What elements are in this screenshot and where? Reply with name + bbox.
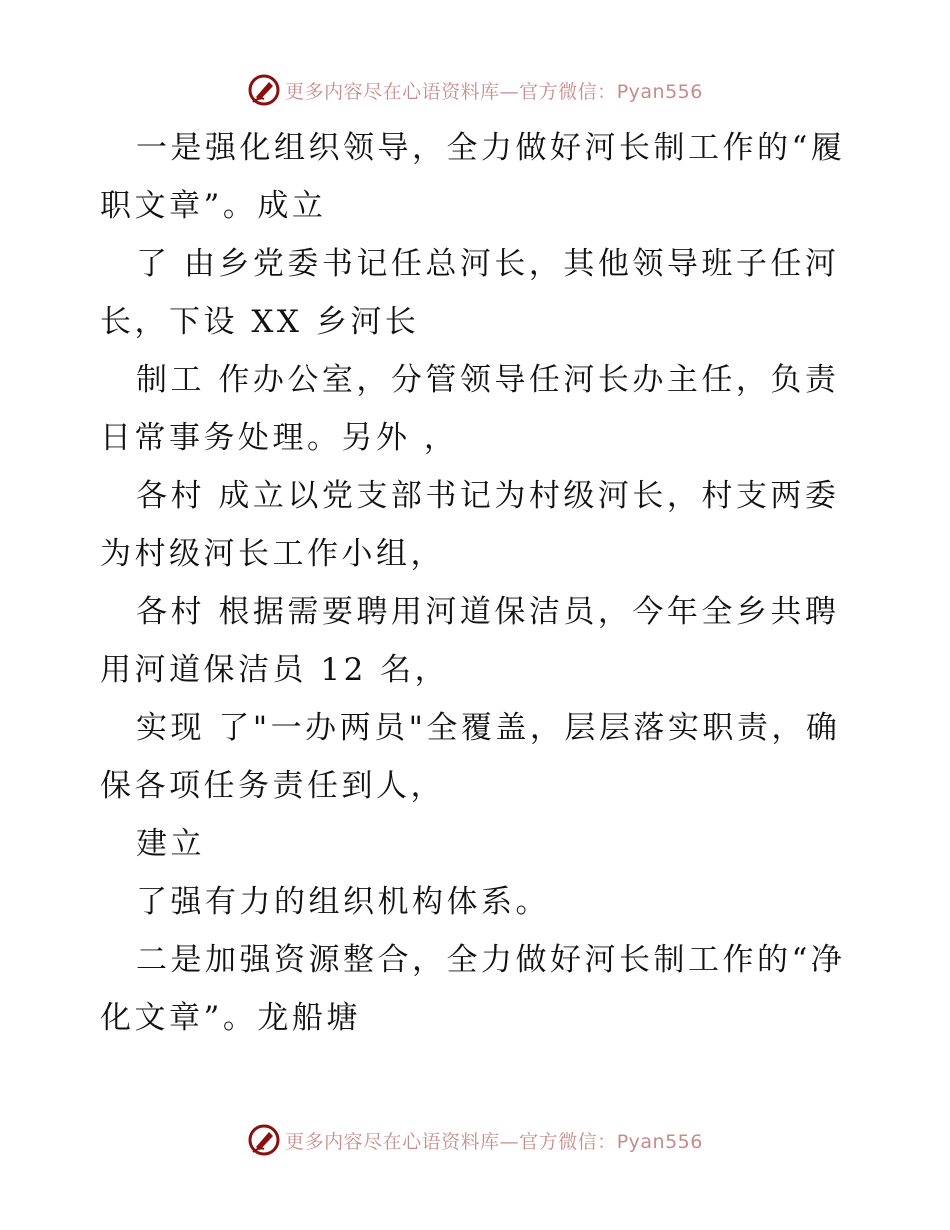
body-line: 保各项任务责任到人， [100,768,445,804]
footer-separator: — [499,1130,520,1153]
body-line: 各村 根据需要聘用河道保洁员，今年全乡共聘 [136,594,840,630]
footer-banner [0,1120,950,1160]
footer-wechat-id: Pyan556 [616,1130,703,1153]
body-line: 了 由乡党委书记任总河长，其他领导班子任河 [136,246,840,282]
brand-logo-icon [247,1123,281,1157]
body-line: 制工 作办公室，分管领导任河长办主任，负责 [136,362,840,398]
body-line: 二是加强资源整合，全力做好河长制工作的“净 [136,942,846,978]
body-line: 各村 成立以党支部书记为村级河长，村支两委 [136,478,840,514]
body-line: 化文章”。龙船塘 [100,1000,361,1036]
body-line: 职文章”。成立 [100,188,327,224]
body-line: 长，下设 XX 乡河长 [100,304,420,340]
header-wechat-label: 官方微信： [519,80,617,103]
body-line: 日常事务处理。另外 ， [100,420,459,456]
body-line: 用河道保洁员 12 名， [100,652,450,688]
body-line: 实现 了"一办两员"全覆盖，层层落实职责，确 [136,710,841,746]
header-wechat-id: Pyan556 [616,80,703,103]
body-line: 建立 [136,826,205,862]
footer-brand-text: 更多内容尽在心语资料库 [285,1130,500,1153]
body-line: 一是强化组织领导，全力做好河长制工作的“履 [136,130,846,166]
footer-wechat-label: 官方微信： [519,1130,617,1153]
header-brand-text: 更多内容尽在心语资料库 [285,80,500,103]
body-line: 为村级河长工作小组， [100,536,445,572]
body-line: 了强有力的组织机构体系。 [136,884,550,920]
footer-banner-text [285,1127,703,1154]
header-separator: — [499,80,520,103]
